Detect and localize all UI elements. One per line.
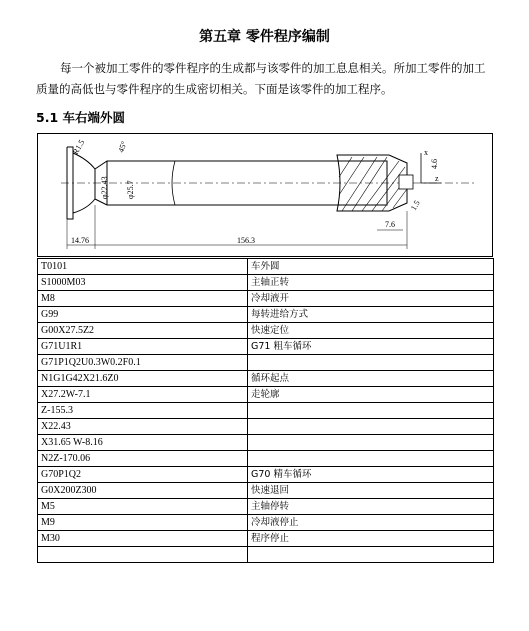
dim-r: R1.5 <box>70 138 87 156</box>
table-row <box>38 355 494 371</box>
program-note: G70 精车循环 <box>248 467 494 483</box>
program-note <box>248 403 494 419</box>
program-code: G99 <box>38 307 248 323</box>
program-note <box>248 435 494 451</box>
dim-46: 4.6 <box>430 159 439 169</box>
program-note: 程序停止 <box>248 531 494 547</box>
table-row <box>38 403 494 419</box>
section-heading: 5.1 车右端外圆 <box>36 110 125 125</box>
table-row <box>38 451 494 467</box>
program-code: M8 <box>38 291 248 307</box>
dim-15: 1.5 <box>408 198 422 212</box>
table-row <box>38 339 494 355</box>
table-row <box>38 291 494 307</box>
program-note <box>248 419 494 435</box>
program-code: G71U1R1 <box>38 339 248 355</box>
table-row <box>38 387 494 403</box>
program-code: M5 <box>38 499 248 515</box>
table-row <box>38 467 494 483</box>
dim-len2: 156.3 <box>237 236 255 245</box>
axis-x-label: x <box>424 148 428 157</box>
dim-d1: φ22.43 <box>100 176 109 199</box>
program-note: G71 粗车循环 <box>248 339 494 355</box>
program-code: X31.65 W-8.16 <box>38 435 248 451</box>
table-row <box>38 275 494 291</box>
table-row <box>38 483 494 499</box>
table-row <box>38 307 494 323</box>
chapter-title: 第五章 零件程序编制 <box>199 29 330 45</box>
table-row <box>38 435 494 451</box>
program-note: 主轴正转 <box>248 275 494 291</box>
program-note: 主轴停转 <box>248 499 494 515</box>
program-code: G71P1Q2U0.3W0.2F0.1 <box>38 355 248 371</box>
program-note: 走轮廓 <box>248 387 494 403</box>
table-row <box>38 259 494 275</box>
program-code: X22.43 <box>38 419 248 435</box>
program-code: N2Z-170.06 <box>38 451 248 467</box>
program-note: 每转进给方式 <box>248 307 494 323</box>
program-code: S1000M03 <box>38 275 248 291</box>
program-note: 循环起点 <box>248 371 494 387</box>
program-code: M9 <box>38 515 248 531</box>
program-code <box>38 547 248 563</box>
program-code: T0101 <box>38 259 248 275</box>
table-row <box>38 371 494 387</box>
program-note <box>248 355 494 371</box>
table-row <box>38 323 494 339</box>
part-drawing <box>37 133 493 257</box>
intro-paragraph: 每一个被加工零件的零件程序的生成都与该零件的加工息息相关。所加工零件的加工质量的高低也与零件程序的生成密切相关。下面是该零件的加工程序。 <box>36 61 486 96</box>
dim-chamfer: 45° <box>116 140 129 154</box>
table-row <box>38 531 494 547</box>
dim-d2: φ25.7 <box>126 180 135 199</box>
dim-76: 7.6 <box>385 220 395 229</box>
dim-len1: 14.76 <box>71 236 89 245</box>
program-code: X27.2W-7.1 <box>38 387 248 403</box>
program-code: G0X200Z300 <box>38 483 248 499</box>
program-code: N1G1G42X21.6Z0 <box>38 371 248 387</box>
program-table <box>37 258 494 563</box>
table-row <box>38 515 494 531</box>
table-row <box>38 499 494 515</box>
program-note: 快速退回 <box>248 483 494 499</box>
program-code: G70P1Q2 <box>38 467 248 483</box>
program-code: Z-155.3 <box>38 403 248 419</box>
program-note: 车外圆 <box>248 259 494 275</box>
program-note: 冷却液停止 <box>248 515 494 531</box>
program-note: 冷却液开 <box>248 291 494 307</box>
program-note <box>248 547 494 563</box>
program-code: M30 <box>38 531 248 547</box>
table-row <box>38 419 494 435</box>
program-code: G00X27.5Z2 <box>38 323 248 339</box>
table-row <box>38 547 494 563</box>
axis-z-label: z <box>435 174 439 183</box>
program-note <box>248 451 494 467</box>
program-note: 快速定位 <box>248 323 494 339</box>
